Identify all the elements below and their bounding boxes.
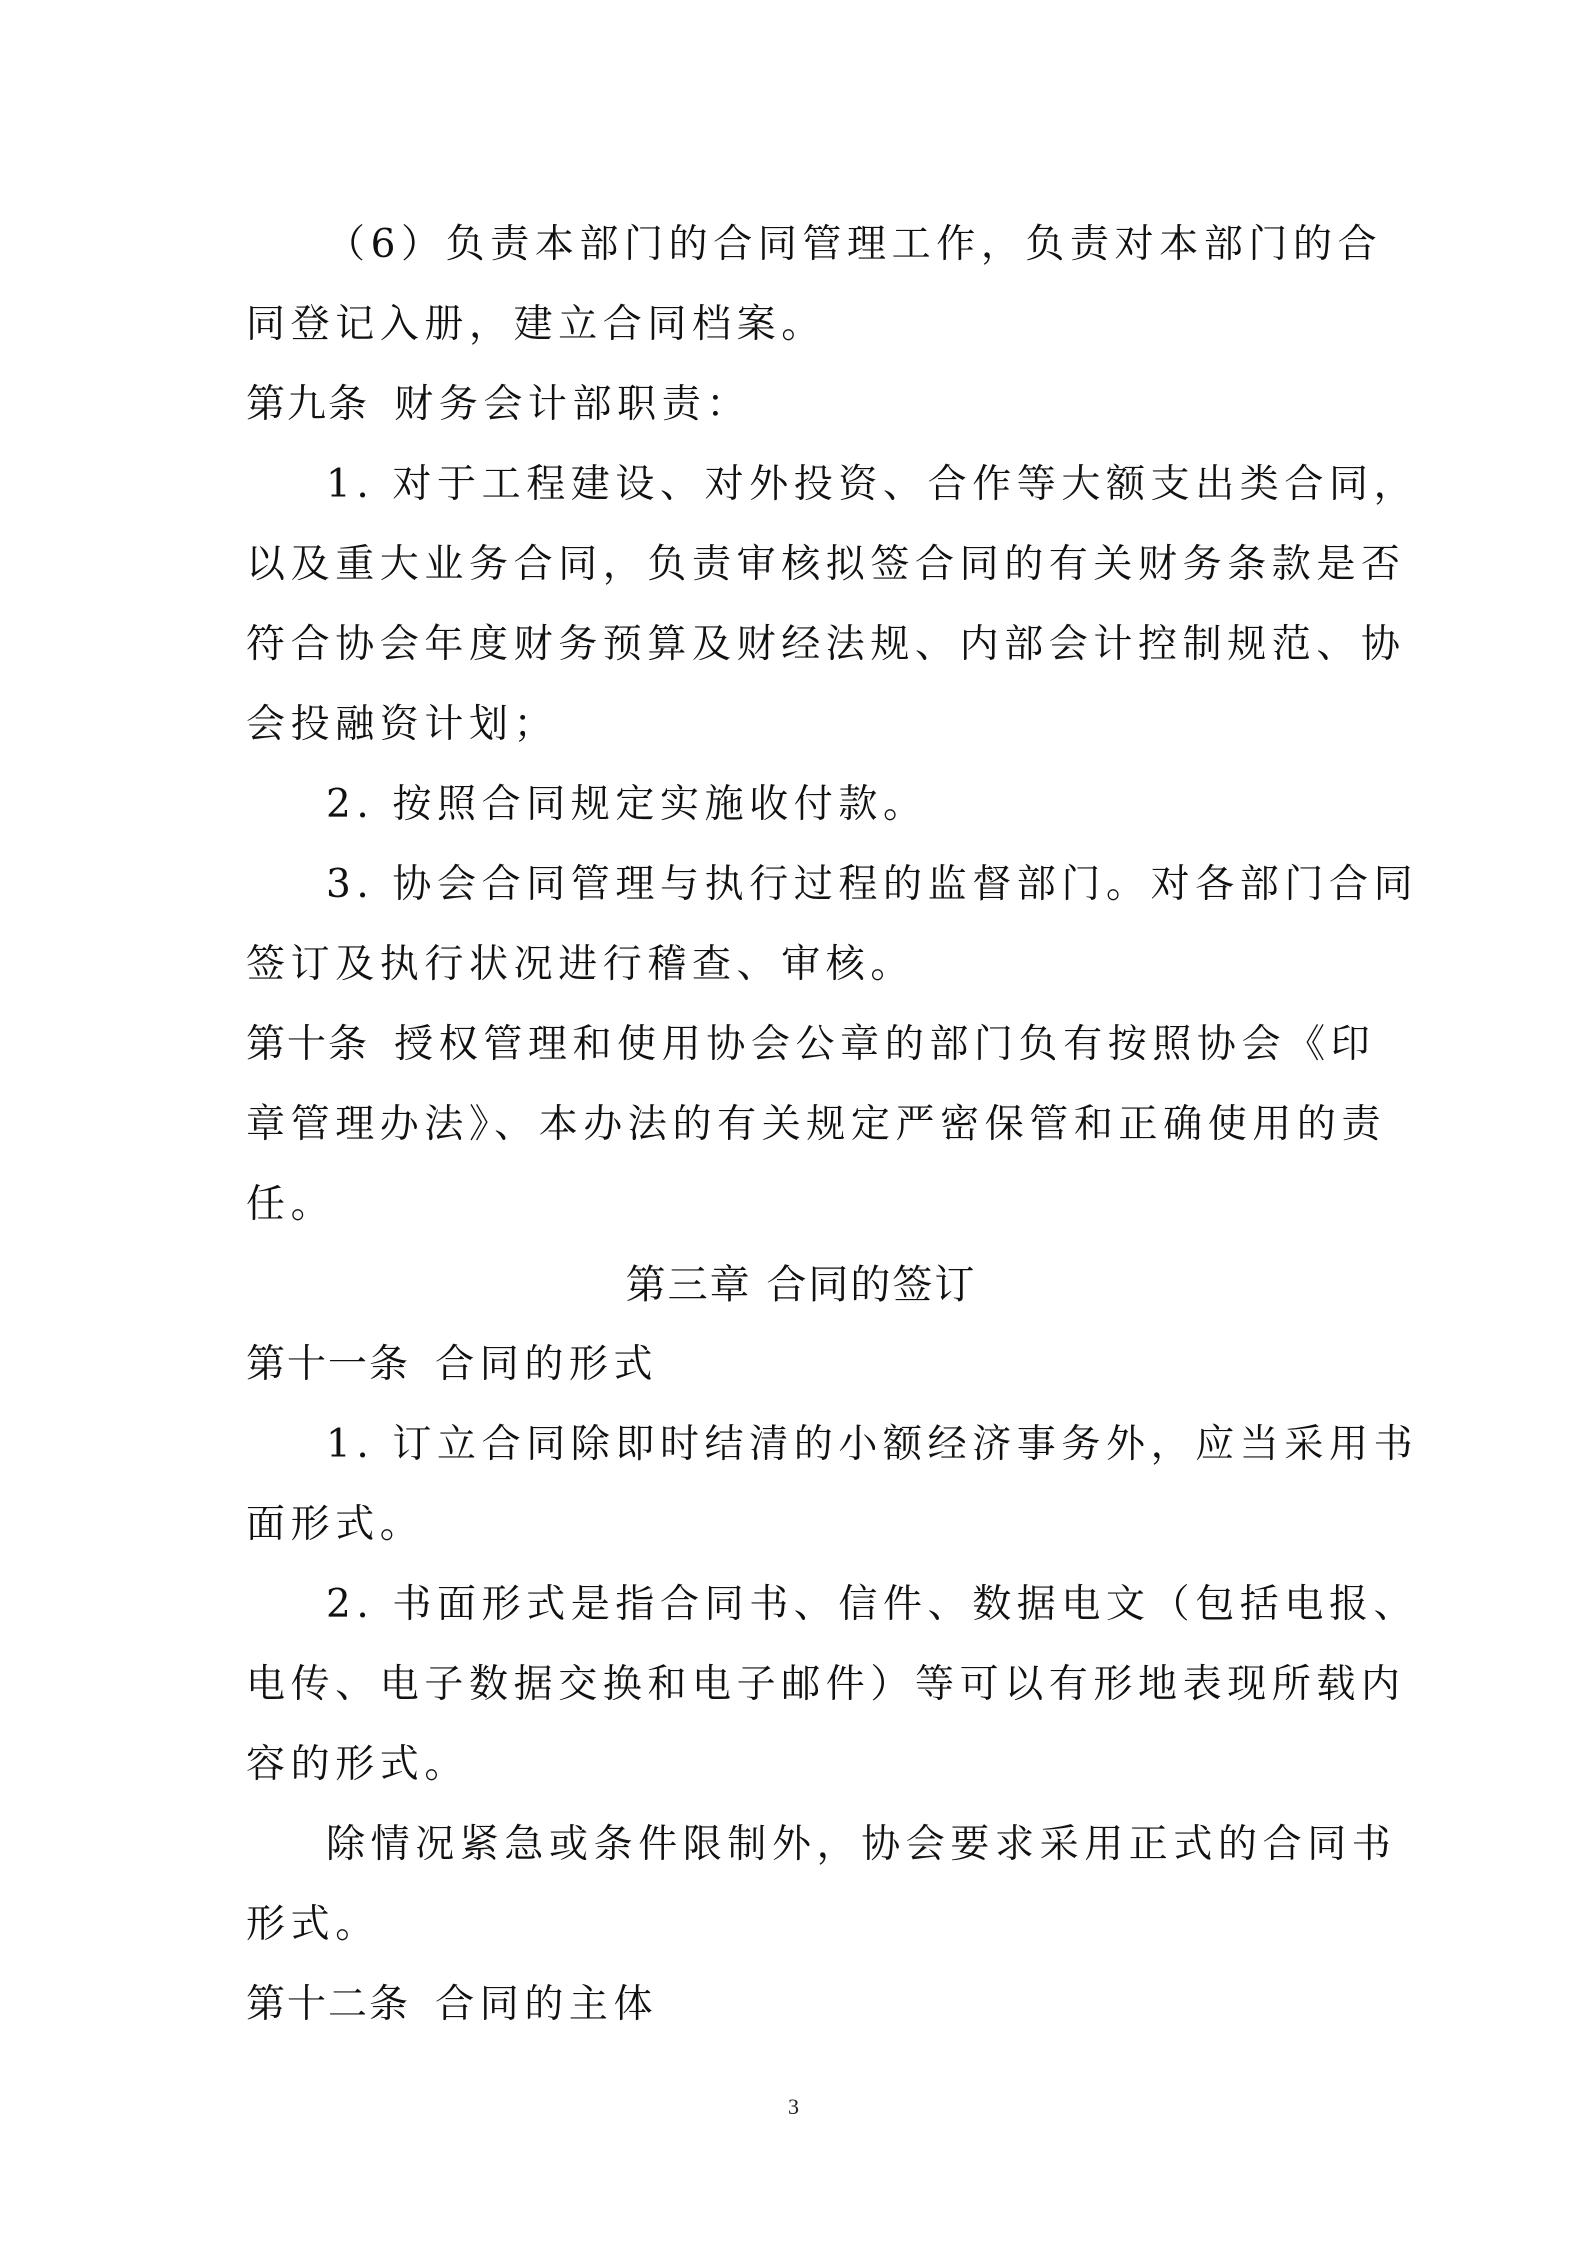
paragraph-line: 章管理办法》、本办法的有关规定严密保管和正确使用的责 [246,1102,1387,1147]
article-gap [410,1342,435,1387]
paragraph-line: 2. 书面形式是指合同书、信件、数据电文（包括电报、 [326,1582,1419,1627]
paragraph-line: 3. 协会合同管理与执行过程的监督部门。对各部门合同 [326,862,1419,907]
article-body-text: 授权管理和使用协会公章的部门负有按照协会《印 [394,1022,1376,1067]
paragraph-line: （6）负责本部门的合同管理工作，负责对本部门的合 [326,222,1383,267]
paragraph-line: 任。 [246,1182,336,1227]
paragraph-line: 2. 按照合同规定实施收付款。 [326,782,928,827]
chapter-heading: 第三章 合同的签订 [625,1262,977,1308]
article-body-text: 财务会计部职责： [394,382,751,427]
paragraph-line: 除情况紧急或条件限制外，协会要求采用正式的合同书 [326,1822,1397,1867]
article-heading: 第十二条 [246,1982,411,2027]
paragraph-line: 同登记入册，建立合同档案。 [246,302,826,347]
paragraph-line: 面形式。 [246,1502,425,1547]
article-body-text: 合同的形式 [435,1342,659,1387]
paragraph-line: 形式。 [246,1902,380,1947]
article-gap [369,382,394,427]
article-heading: 第十条 [246,1022,370,1067]
article-gap [410,1982,435,2027]
article-line [246,365,1356,445]
paragraph-line: 1. 订立合同除即时结清的小额经济事务外，应当采用书 [326,1422,1419,1467]
paragraph-line: 以及重大业务合同，负责审核拟签合同的有关财务条款是否 [246,542,1406,587]
article-body-text: 合同的主体 [435,1982,659,2027]
article-line [246,1965,1356,2045]
article-heading: 第十一条 [246,1342,411,1387]
paragraph-line: 签订及执行状况进行稽查、审核。 [246,942,916,987]
paragraph-line: 1. 对于工程建设、对外投资、合作等大额支出类合同， [326,462,1419,507]
paragraph-line: 容的形式。 [246,1742,470,1787]
page-number: 3 [788,2094,799,2119]
paragraph-line: 会投融资计划； [246,702,559,747]
paragraph-line: 电传、电子数据交换和电子邮件）等可以有形地表现所载内 [246,1662,1406,1707]
article-line [246,1325,1356,1405]
article-heading: 第九条 [246,382,370,427]
article-gap [369,1022,394,1067]
article-line [246,1005,1376,1085]
paragraph-line: 符合协会年度财务预算及财经法规、内部会计控制规范、协 [246,622,1406,667]
